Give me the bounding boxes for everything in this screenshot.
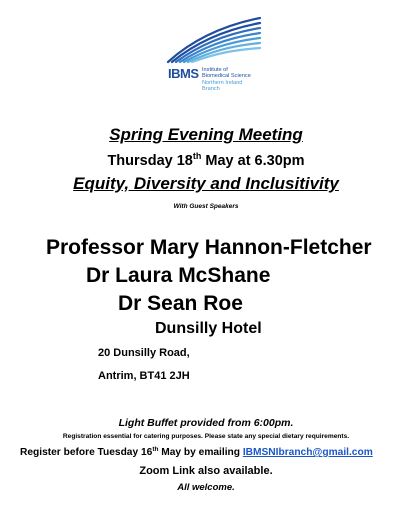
date-day: Thursday 18 [107, 153, 193, 169]
speaker-1: Professor Mary Hannon-Fletcher [46, 236, 372, 259]
date-ordinal: th [192, 151, 202, 161]
logo-org-line1: Institute of [202, 67, 228, 73]
welcome-note: All welcome. [177, 482, 235, 493]
logo-branch-line2: Branch [202, 85, 220, 92]
speaker-2: Dr Laura McShane [86, 264, 271, 287]
buffet-note: Light Buffet provided from 6:00pm. [118, 417, 294, 429]
venue-name: Dunsilly Hotel [155, 320, 262, 337]
venue-address-line2: Antrim, BT41 2JH [98, 370, 190, 382]
logo-branch-line1: Northern Ireland [202, 79, 243, 86]
register-ordinal: th [152, 446, 159, 453]
ibms-logo [150, 14, 270, 104]
logo-org-name [202, 67, 251, 92]
speaker-3: Dr Sean Roe [118, 292, 243, 315]
register-line [20, 446, 373, 458]
register-text: May by emailing [158, 447, 243, 458]
email-link[interactable]: IBMSNIbranch@gmail.com [242, 447, 373, 458]
event-theme: Equity, Diversity and Inclusitivity [73, 174, 339, 193]
event-title: Spring Evening Meeting [109, 125, 303, 144]
logo-swoosh-icon [150, 14, 270, 66]
logo-org-line2: Biomedical Science [202, 73, 251, 80]
zoom-note: Zoom Link also available. [139, 465, 273, 477]
register-deadline: Register before Tuesday 16 [20, 447, 153, 458]
registration-note: Registration essential for catering purposes. Please state any special dietary requirements. [62, 433, 350, 440]
logo-acronym: IBMS [168, 66, 199, 81]
venue-address-line1: 20 Dunsilly Road, [98, 347, 190, 359]
event-date [0, 151, 412, 169]
date-time: May at 6.30pm [201, 153, 305, 169]
guest-speakers-note: With Guest Speakers [173, 203, 239, 210]
